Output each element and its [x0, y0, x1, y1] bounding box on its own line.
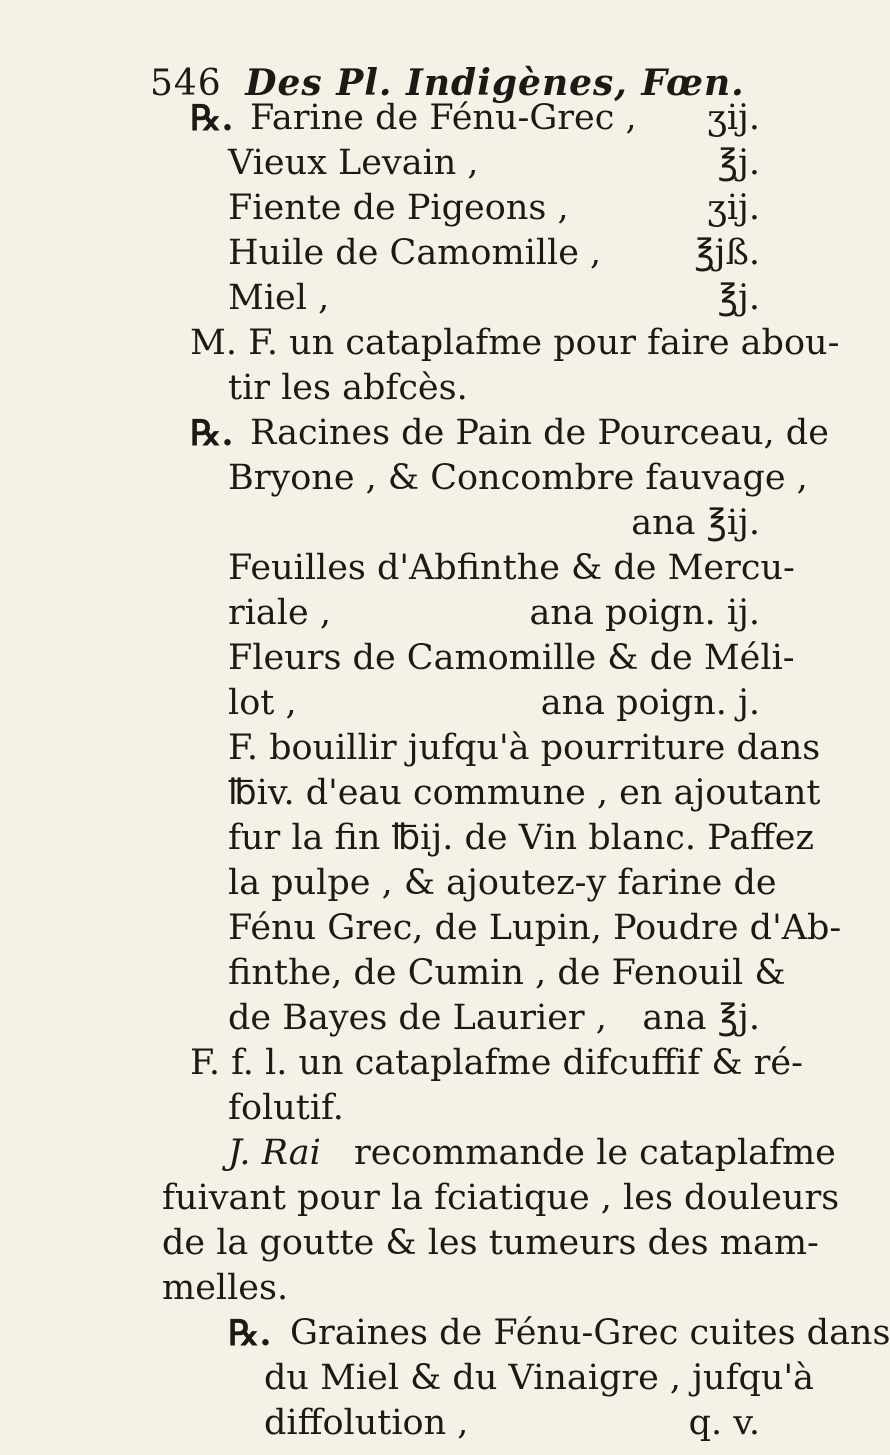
- text: Fleurs de Camomille & de Méli-: [228, 638, 795, 678]
- recipe3-line-2: [0, 1356, 814, 1401]
- recipe2-line-10: [0, 816, 814, 861]
- recipe2-line-9: [0, 771, 821, 816]
- recipe3-line-1: [0, 1311, 890, 1356]
- text: folutif.: [228, 1088, 344, 1128]
- recipe-mark: ℞.: [190, 413, 234, 454]
- recipe2-line-8: [0, 726, 821, 771]
- page-number: 546: [150, 63, 222, 104]
- text: lot ,: [228, 683, 297, 723]
- text: F. bouillir jufqu'à pourriture dans: [228, 728, 821, 768]
- instruction-text: tir les abfcès.: [228, 368, 468, 408]
- text: F. f. l. un cataplafme difcuffif & ré-: [190, 1043, 803, 1083]
- recipe1-line-4: [0, 231, 800, 276]
- recipe1-line-5: [0, 276, 800, 321]
- text: Graines de Fénu-Grec cuites dans: [290, 1313, 890, 1353]
- ingredient-amount: ana ℥ij.: [631, 503, 760, 543]
- instruction-line: [0, 321, 840, 366]
- recipe2-line-14: [0, 996, 800, 1041]
- recipe1-line-2: [0, 141, 800, 186]
- recipe2-line-15: [0, 1041, 803, 1086]
- ingredient-amount: ana poign. ij.: [529, 593, 760, 633]
- running-title: Des Pl. Indigènes, Fœn.: [245, 62, 745, 104]
- recipe2-line-2: [0, 456, 808, 501]
- text: de la goutte & les tumeurs des mam-: [162, 1223, 819, 1263]
- text: Feuilles d'Abfinthe & de Mercu-: [228, 548, 795, 588]
- text: de Bayes de Laurier ,: [228, 998, 607, 1038]
- paragraph-line-2: [0, 1176, 840, 1221]
- text: Fénu Grec, de Lupin, Poudre d'Ab-: [228, 908, 842, 948]
- text: fuivant pour la fciatique , les douleurs: [162, 1178, 840, 1218]
- recipe2-line-5: [0, 591, 800, 636]
- recipe2-line-4: [0, 546, 800, 591]
- instruction-text: M. F. un cataplafme pour faire abou-: [190, 323, 840, 363]
- ingredient-amount: ʒij.: [707, 188, 760, 228]
- text: melles.: [162, 1268, 289, 1308]
- text: Bryone , & Concombre fauvage ,: [228, 458, 808, 498]
- ingredient-name: Miel ,: [228, 278, 330, 318]
- text: la pulpe , & ajoutez-y farine de: [228, 863, 777, 903]
- recipe1-line-1: [0, 96, 800, 141]
- ingredient-amount: ʒij.: [707, 98, 760, 138]
- recipe2-line-6: [0, 636, 800, 681]
- recipe3-line-3: [0, 1401, 800, 1446]
- text: du Miel & du Vinaigre , jufqu'à: [264, 1358, 814, 1398]
- ingredient-amount: ℥j.: [717, 143, 760, 183]
- ingredient-amount: ℥j.: [717, 278, 760, 318]
- text: ℔iv. d'eau commune , en ajoutant: [228, 773, 821, 813]
- recipe2-line-1: [0, 411, 829, 456]
- text: diffolution ,: [264, 1403, 469, 1443]
- recipe2-line-3: [0, 501, 800, 546]
- ingredient-amount: ana ℥j.: [642, 998, 760, 1038]
- text: fur la fin ℔ij. de Vin blanc. Paffez: [228, 818, 814, 858]
- recipe-mark: ℞.: [190, 98, 234, 139]
- text: riale ,: [228, 593, 331, 633]
- recipe1-line-3: [0, 186, 800, 231]
- ingredient-amount: ana poign. j.: [540, 683, 760, 723]
- recipe2-line-16: [0, 1086, 800, 1131]
- paragraph-line-1: [0, 1131, 836, 1176]
- author-name: J. Rai: [228, 1133, 321, 1173]
- recipe2-line-12: [0, 906, 842, 951]
- recipe2-line-11: [0, 861, 800, 906]
- ingredient-name: Fiente de Pigeons ,: [228, 188, 569, 228]
- ingredient-name: Farine de Fénu-Grec ,: [250, 98, 637, 138]
- paragraph-line-3: [0, 1221, 819, 1266]
- paragraph-line-4: [0, 1266, 800, 1311]
- ingredient-name: Vieux Levain ,: [228, 143, 479, 183]
- text: Racines de Pain de Pourceau, de: [250, 413, 829, 453]
- recipe2-line-7: [0, 681, 800, 726]
- instruction-line: [0, 366, 800, 411]
- recipe2-line-13: [0, 951, 800, 996]
- ingredient-amount: ℥jß.: [694, 233, 760, 273]
- ingredient-name: Huile de Camomille ,: [228, 233, 602, 273]
- text: finthe, de Cumin , de Fenouil &: [228, 953, 786, 993]
- text: recommande le cataplafme: [354, 1133, 836, 1173]
- recipe-mark: ℞.: [228, 1313, 272, 1354]
- ingredient-amount: q. v.: [688, 1403, 760, 1443]
